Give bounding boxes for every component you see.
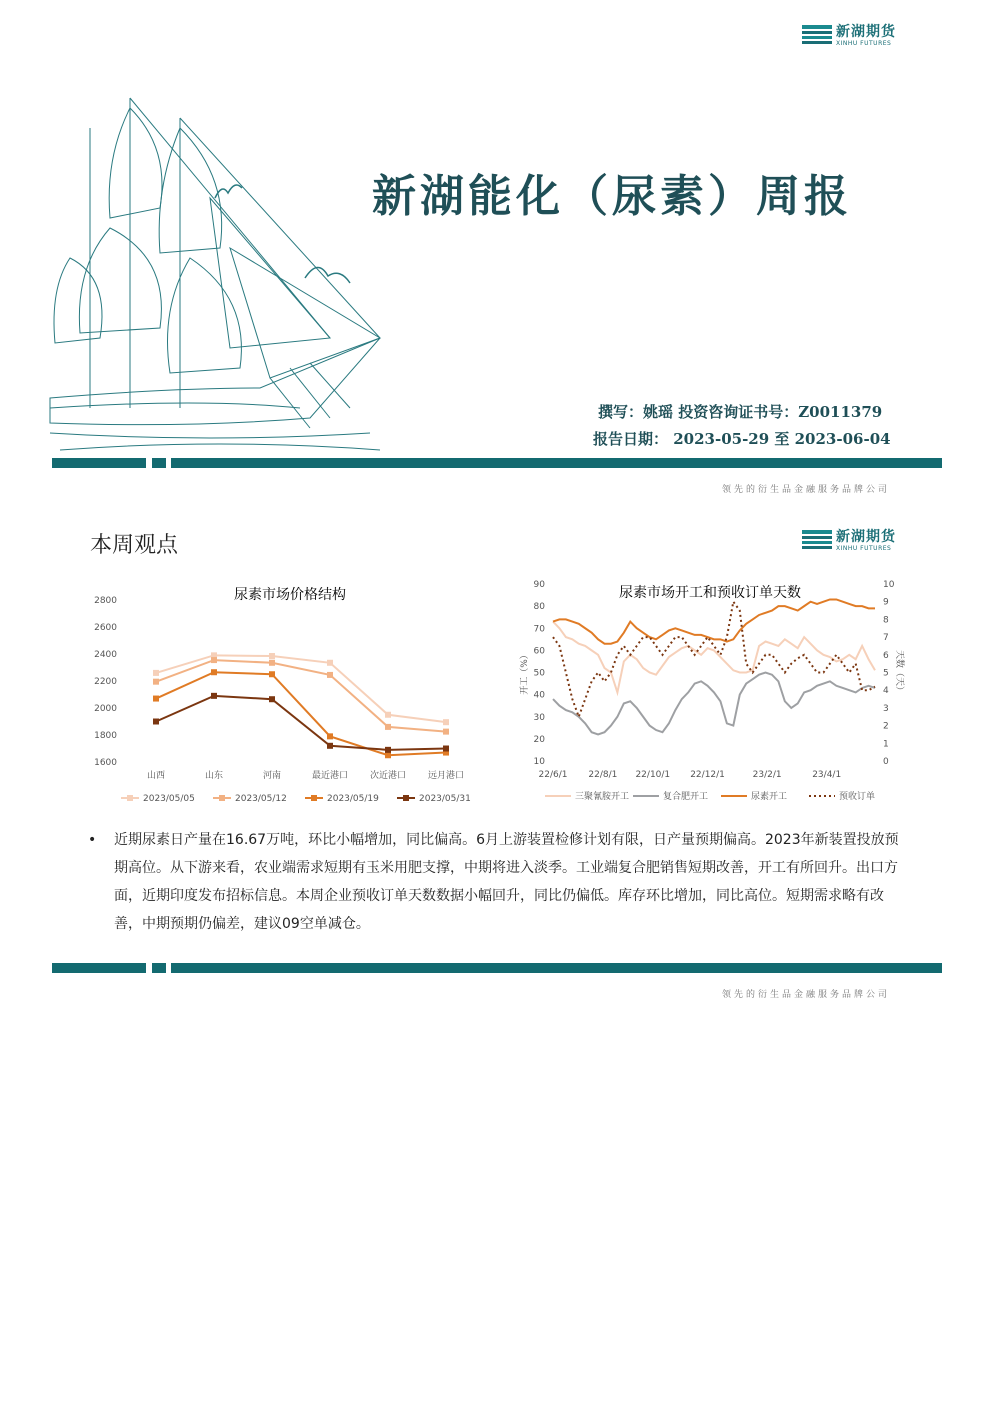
y-left-tick-label: 70 — [533, 624, 545, 635]
y-right-tick-label: 5 — [883, 668, 889, 679]
legend-marker — [403, 795, 409, 801]
x-tick-label: 22/8/1 — [588, 770, 618, 780]
footer-divider-band — [52, 963, 942, 973]
brand-name-cn: 新湖期货 — [836, 24, 896, 40]
data-point — [385, 752, 391, 758]
series-line — [553, 673, 875, 735]
y-left-tick-label: 20 — [533, 734, 545, 745]
legend-label: 2023/05/19 — [327, 794, 379, 804]
chart2-title: 尿素市场开工和预收订单天数 — [619, 585, 801, 601]
y-right-tick-label: 0 — [883, 757, 889, 767]
series-line — [553, 599, 875, 643]
y-tick-label: 2600 — [94, 623, 117, 633]
legend-label: 2023/05/31 — [419, 794, 471, 804]
series-line — [156, 672, 446, 755]
x-tick-label: 23/2/1 — [752, 770, 782, 780]
y-left-tick-label: 60 — [533, 646, 545, 657]
x-tick-label: 山西 — [146, 771, 166, 781]
data-point — [327, 672, 333, 678]
data-point — [327, 743, 333, 749]
y-left-tick-label: 90 — [533, 580, 545, 590]
seagull-icon — [215, 185, 350, 283]
data-point — [153, 719, 159, 725]
x-tick-label: 次近港口 — [369, 771, 407, 781]
y-right-tick-label: 7 — [883, 633, 889, 644]
y-left-axis-label: 开工（%） — [520, 650, 530, 695]
date-line: 报告日期： 2023-05-29 至 2023-06-04 — [593, 430, 891, 448]
author-line: 撰写：姚瑶 投资咨询证书号：Z0011379 — [598, 403, 883, 421]
legend-marker — [127, 795, 133, 801]
data-point — [153, 679, 159, 685]
y-left-tick-label: 10 — [533, 757, 545, 767]
data-point — [153, 696, 159, 702]
data-point — [327, 733, 333, 739]
y-right-tick-label: 9 — [883, 597, 889, 608]
x-tick-label: 22/10/1 — [635, 770, 671, 780]
brand-logo — [802, 24, 896, 48]
brand-name-cn: 新湖期货 — [836, 529, 896, 545]
y-left-tick-label: 50 — [533, 668, 545, 679]
data-point — [443, 719, 449, 725]
y-tick-label: 2800 — [94, 596, 117, 606]
header-divider-band — [52, 458, 942, 468]
y-right-tick-label: 10 — [883, 580, 895, 590]
y-tick-label: 2200 — [94, 677, 117, 687]
y-left-tick-label: 30 — [533, 712, 545, 723]
brand-tagline-footer: 领先的衍生品金融服务品牌公司 — [722, 990, 891, 1000]
data-point — [211, 657, 217, 663]
y-right-tick-label: 3 — [883, 703, 889, 714]
y-right-tick-label: 4 — [883, 686, 889, 697]
y-left-tick-label: 80 — [533, 602, 545, 613]
brand-tagline: 领先的衍生品金融服务品牌公司 — [722, 485, 891, 495]
price-structure-chart — [85, 578, 485, 810]
legend-label: 尿素开工 — [751, 792, 788, 802]
report-title: 新湖能化（尿素）周报 — [372, 171, 852, 222]
chart1-title: 尿素市场价格结构 — [234, 587, 346, 603]
legend-label: 2023/05/05 — [143, 794, 195, 804]
brand-name-en: XINHU FUTURES — [836, 545, 892, 552]
y-right-tick-label: 1 — [883, 739, 889, 750]
y-right-tick-label: 2 — [883, 721, 889, 732]
y-left-tick-label: 40 — [533, 690, 545, 701]
data-point — [269, 660, 275, 666]
brand-name-en: XINHU FUTURES — [836, 40, 892, 47]
legend-label: 复合肥开工 — [663, 792, 709, 802]
x-tick-label: 河南 — [262, 771, 282, 781]
data-point — [385, 712, 391, 718]
legend-label: 2023/05/12 — [235, 794, 287, 804]
operating-rate-chart — [515, 578, 904, 810]
data-point — [269, 671, 275, 677]
legend-label: 三聚氰胺开工 — [575, 792, 630, 802]
data-point — [385, 747, 391, 753]
bullet-icon: • — [88, 832, 97, 848]
x-tick-label: 远月港口 — [427, 771, 465, 781]
data-point — [385, 724, 391, 730]
x-tick-label: 22/6/1 — [538, 770, 568, 780]
y-tick-label: 2000 — [94, 704, 117, 714]
x-tick-label: 22/12/1 — [690, 770, 725, 780]
data-point — [211, 669, 217, 675]
brand-mark-icon — [802, 24, 832, 48]
legend-marker — [311, 795, 317, 801]
data-point — [443, 729, 449, 735]
data-point — [327, 660, 333, 666]
y-right-tick-label: 8 — [883, 615, 889, 626]
data-point — [153, 670, 159, 676]
y-tick-label: 2400 — [94, 650, 117, 660]
x-tick-label: 山东 — [204, 771, 224, 781]
brand-mark-icon — [802, 529, 832, 553]
data-point — [269, 653, 275, 659]
y-right-tick-label: 6 — [883, 650, 889, 661]
x-tick-label: 23/4/1 — [812, 770, 842, 780]
legend-marker — [219, 795, 225, 801]
data-point — [443, 746, 449, 752]
series-line — [156, 660, 446, 732]
section-title: 本周观点 — [90, 533, 179, 558]
sailing-ship-illustration — [50, 88, 390, 458]
brand-logo-secondary — [802, 529, 896, 553]
legend-label: 预收订单 — [839, 792, 876, 802]
x-tick-label: 最近港口 — [311, 771, 349, 781]
y-tick-label: 1800 — [94, 731, 117, 741]
y-tick-label: 1600 — [94, 758, 117, 768]
y-right-axis-label: 天数（天） — [894, 649, 904, 696]
data-point — [211, 693, 217, 699]
data-point — [269, 696, 275, 702]
viewpoint-text: 近期尿素日产量在16.67万吨，环比小幅增加，同比偏高。6月上游装置检修计划有限，日产量预期偏高。2023年新装置投放预期高位。从下游来看，农业端需求短期有玉米用肥支撑，中期将进入淡季。工业端复合肥销售短期改善，开工有所回升。出口方面，近期印度发布招标信息。本周企业预收订单天数数据小幅回升，同比仍偏低。库存环比增加，同比高位。短期需求略有改善，中期预期仍偏差，建议09空单减仓。 — [114, 832, 899, 932]
viewpoint-paragraph — [88, 826, 903, 938]
